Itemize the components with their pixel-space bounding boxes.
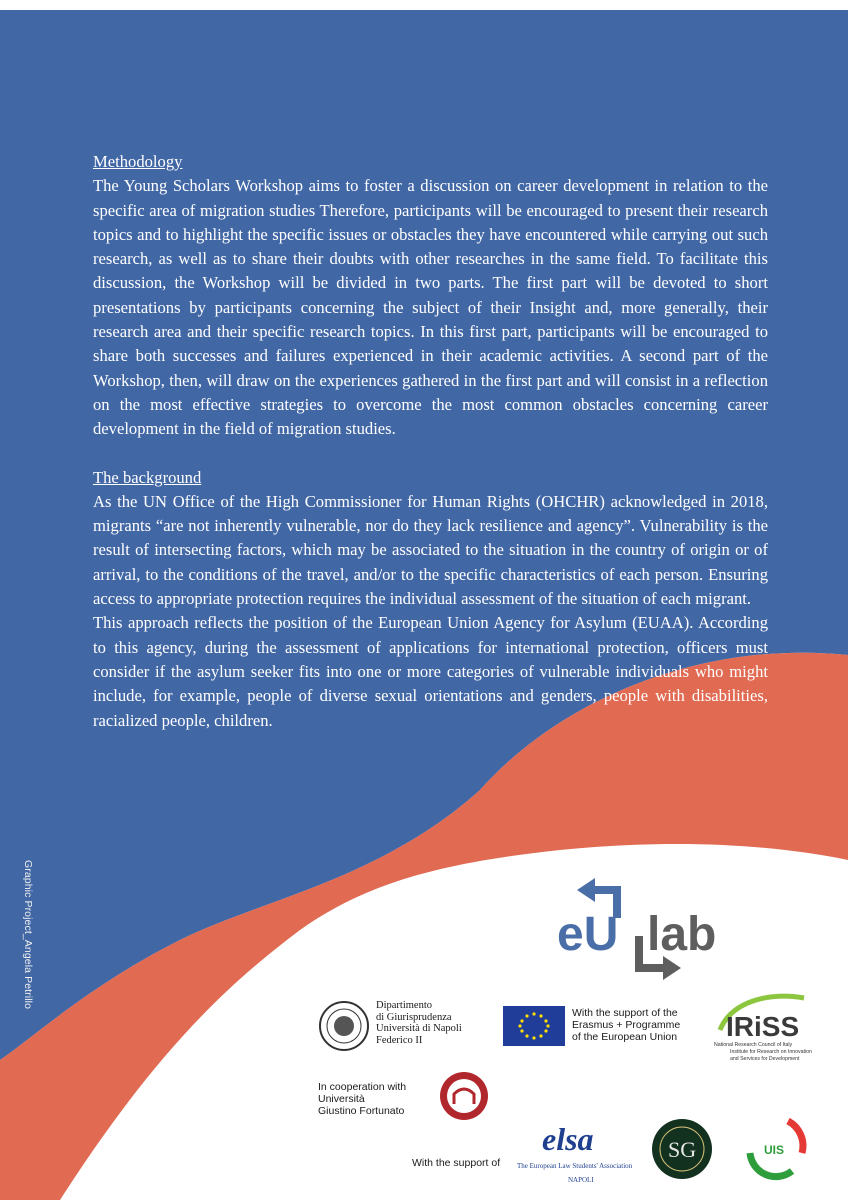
svg-text:NAPOLI: NAPOLI	[568, 1176, 594, 1184]
methodology-heading: Methodology	[93, 152, 183, 171]
support-label: With the support of	[412, 1157, 501, 1169]
methodology-body: The Young Scholars Workshop aims to foster a discussion on career development in relation to the specific area of migration studies Therefore, participants will be encouraged to present their research topics and to highlight the specific issues or obstacles they have encountered while carrying out such research, as well as to share their doubts with other researches in the same field. To facilitate this discussion, the Workshop will be divided in two parts. The first part will be devoted to short presentations by participants concerning the subject of their Insight and, more generally, their research area and their specific research topics. In this first part, participants will be encouraged to share both successes and failures experienced in their academic activities. A second part of the Workshop, then, will draw on the experiences gathered in the first part and will consist in a reflection on the most effective strategies to overcome the most common obstacles concerning career development in the field of migration studies.	[93, 176, 768, 439]
university-seal-icon	[318, 1000, 370, 1052]
university-label: Dipartimento di Giurisprudenza Università di Napoli Federico II	[376, 1000, 462, 1046]
eulab-logo	[555, 868, 735, 988]
eulab-eu-text: eU	[557, 908, 619, 961]
erasmus-support-label: With the support of the Erasmus + Programme of the European Union	[572, 1007, 681, 1043]
uis-logo	[740, 1113, 810, 1183]
svg-text:National Research Council of I: National Research Council of Italy	[714, 1042, 793, 1048]
svg-text:Institute for Research on Inno: Institute for Research on Innovation	[730, 1049, 812, 1055]
elsa-logo	[512, 1112, 652, 1188]
svg-text:IRiSS: IRiSS	[726, 1011, 800, 1042]
iriss-logo	[712, 990, 812, 1062]
sg-logo	[650, 1117, 714, 1181]
svg-text:The European Law Students' Ass: The European Law Students' Association	[517, 1162, 633, 1170]
graphic-credit: Graphic Project_Angela Petrillo	[22, 860, 34, 1010]
svg-text:and Services for Development: and Services for Development	[730, 1056, 800, 1062]
eu-flag-icon	[503, 1006, 565, 1046]
main-text	[93, 150, 768, 733]
svg-text:elsa: elsa	[542, 1121, 594, 1157]
svg-text:SG: SG	[668, 1137, 697, 1162]
svg-text:UIS: UIS	[764, 1143, 785, 1157]
background-paragraph-1: As the UN Office of the High Commissioner for Human Rights (OHCHR) acknowledged in 2018, migrants “are not inherently vulnerable, nor do they lack resilience and agency”. Vulnerability is the result of intersecting factors, which may be associated to the situation in the country of origin or of arrival, to the conditions of the travel, and/or to the specific characteristics of each person. Ensuring access to appropriate protection requires the individual assessment of the situation of each migrant.	[93, 491, 768, 609]
background-paragraph-2: This approach reflects the position of the European Union Agency for Asylum (EUAA). According to this agency, during the assessment of applications for international protection, officers must consider if the asylum seeker fits into one or more categories of vulnerable individuals who might include, for example, people of diverse sexual orientations and genders, people with disabilities, racialized people, children.	[93, 613, 768, 730]
cooperation-label: In cooperation with Università Giustino Fortunato	[318, 1081, 407, 1117]
giustino-fortunato-seal-icon	[438, 1070, 490, 1122]
background-heading: The background	[93, 467, 202, 487]
eulab-lab-text: lab	[647, 908, 717, 961]
